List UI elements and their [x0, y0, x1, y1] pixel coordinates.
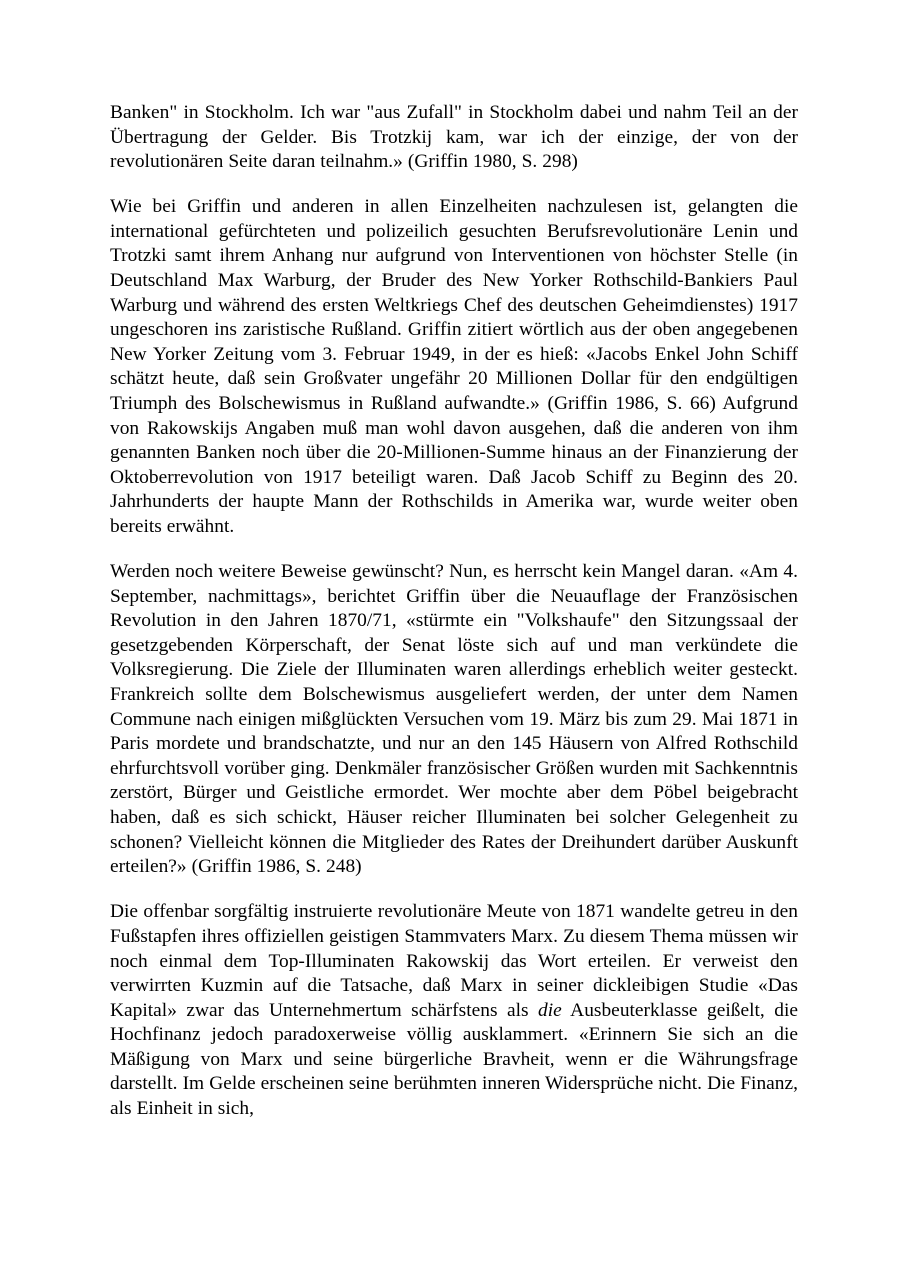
paragraph-2: Wie bei Griffin und anderen in allen Einzelheiten nachzulesen ist, gelangten die international gefürchteten und polizeilich gesuchten Berufsrevolutionäre Lenin und Trotzki samt ihrem Anhang nur aufgrund von Interventionen von höchster Stelle (in Deutschland Max Warburg, der Bruder des New Yorker Rothschild-Bankiers Paul Warburg und während des ersten Weltkriegs Chef des deutschen Geheimdienstes) 1917 ungeschoren ins zaristische Rußland. Griffin zitiert wörtlich aus der oben angegebenen New Yorker Zeitung vom 3. Februar 1949, in der es hieß: «Jacobs Enkel John Schiff schätzt heute, daß sein Großvater ungefähr 20 Millionen Dollar für den endgültigen Triumph des Bolschewismus in Rußland aufwandte.» (Griffin 1986, S. 66) Aufgrund von Rakowskijs Angaben muß man wohl davon ausgehen, daß die anderen von ihm genannten Banken noch über die 20-Millionen-Summe hinaus an der Finanzierung der Oktoberrevolution von 1917 beteiligt waren. Daß Jacob Schiff zu Beginn des 20. Jahrhunderts der haupte Mann der Rothschilds in Amerika war, wurde weiter oben bereits erwähnt.	[110, 196, 798, 537]
paragraph-4-emphasis: die	[538, 999, 562, 1021]
body-text-column	[110, 101, 798, 1122]
paragraph-1: Banken" in Stockholm. Ich war "aus Zufall" in Stockholm dabei und nahm Teil an der Übertragung der Gelder. Bis Trotzkij kam, war ich der einzige, der von der revolutionären Seite daran teilnahm.» (Griffin 1980, S. 298)	[110, 102, 798, 173]
paragraph-4-segment-3: Ausbeuterklasse geißelt, die Hochfinanz jedoch paradoxerweise völlig ausklammert. «Erinnern Sie sich an die Mäßigung von Marx und seine bürgerliche Bravheit, wenn er die Währungsfrage darstellt. Im Gelde erscheinen seine berühmten inneren Widersprüche nicht. Die Finanz, als Einheit in sich,	[110, 999, 798, 1120]
paragraph-3: Werden noch weitere Beweise gewünscht? Nun, es herrscht kein Mangel daran. «Am 4. September, nachmittags», berichtet Griffin über die Neuauflage der Französischen Revolution in den Jahren 1870/71, «stürmte ein "Volkshaufe" den Sitzungssaal der gesetzgebenden Körperschaft, der Senat löste sich auf und man verkündete die Volksregierung. Die Ziele der Illuminaten waren allerdings erheblich weiter gesteckt. Frankreich sollte dem Bolschewismus ausgeliefert werden, der unter dem Namen Commune nach einigen mißglückten Versuchen vom 19. März bis zum 29. Mai 1871 in Paris mordete und brandschatzte, und nur an den 145 Häusern von Alfred Rothschild ehrfurchtsvoll vorüber ging. Denkmäler französischer Größen wurden mit Sachkenntnis zerstört, Bürger und Geistliche ermordet. Wer mochte aber dem Pöbel beigebracht haben, daß es sich schickt, Häuser reicher Illuminaten bei solcher Gelegenheit zu schonen? Vielleicht können die Mitglieder des Rates der Dreihundert darüber Auskunft erteilen?» (Griffin 1986, S. 248)	[110, 561, 798, 878]
paragraph-4	[110, 900, 798, 1121]
paragraph-4-segment-1: Die offenbar sorgfältig instruierte revolutionäre Meute von 1871 wandelte getreu in den Fußstapfen ihres offiziellen geistigen Stammvaters Marx. Zu diesem Thema müssen wir noch einmal dem Top-Illuminaten Rakowskij das Wort erteilen. Er verweist den verwirrten Kuzmin auf die Tatsache, daß Marx in seiner dickleibigen Studie «Das Kapital» zwar das Unternehmertum schärfstens als	[110, 901, 798, 1021]
